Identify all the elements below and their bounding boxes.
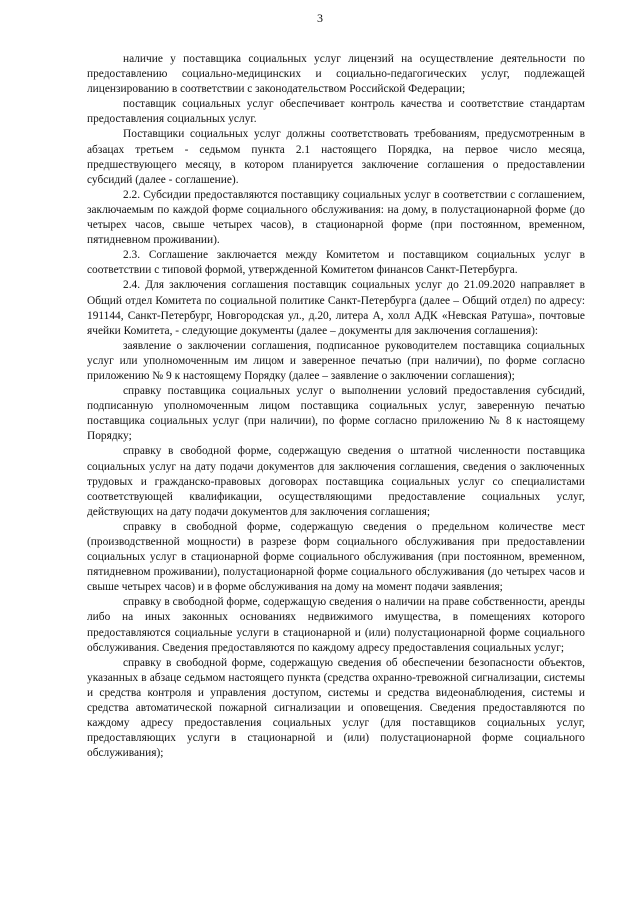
paragraph-application: заявление о заключении соглашения, подписанное руководителем поставщика социальных услуг или уполномоченным им лицом и заверенное печатью (при наличии), по форме согласно приложению № 9 к настоящему Порядку (далее – заявление о заключении соглашения); [87, 339, 585, 382]
paragraph-security-certificate: справку в свободной форме, содержащую сведения об обеспечении безопасности объектов, указанных в абзаце седьмом настоящего пункта (средства охранно-тревожной сигнализации, системы и средства контроля и управления доступом, системы и средства видеонаблюдения, системы и средства автоматической пожарной сигнализации и оповещения. Сведения предоставляются по каждому адресу предоставления социальных услуг (для поставщиков социальных услуг, предоставляющих услуги в стационарной и (или) полустационарной форме социального обслуживания); [87, 656, 585, 760]
paragraph-property-certificate: справку в свободной форме, содержащую сведения о наличии на праве собственности, аренды либо на иных законных основаниях недвижимого имущества, в помещениях которого предоставляются социальные услуги в стационарной и (или) полустационарной форме социального обслуживания. Сведения предоставляются по каждому адресу предоставления социальных услуг; [87, 596, 585, 654]
paragraph-2-2: 2.2. Субсидии предоставляются поставщику социальных услуг в соответствии с соглашением, заключаемым по каждой форме социального обслуживания: на дому, в полустационарной форме (до четырех часов, свыше четырех часов), в стационарной форме (при постоянном, временном, пятидневном проживании). [87, 188, 585, 247]
paragraph-capacity-certificate: справку в свободной форме, содержащую сведения о предельном количестве мест (производственной мощности) в разрезе форм социального обслуживания при предоставлении социальных услуг в стационарной форме социального обслуживания (при постоянном, временном, пятидневном проживании), полустационарной форме социального обслуживания (до четырех часов и свыше четырех часов) и в форме обслуживания на дому на момент подачи заявления; [87, 520, 585, 594]
paragraph-2-3: 2.3. Соглашение заключается между Комитетом и поставщиком социальных услуг в соответствии с типовой формой, утвержденной Комитетом финансов Санкт-Петербурга. [87, 249, 585, 277]
document-body [87, 52, 585, 761]
page-number: 3 [317, 11, 323, 25]
paragraph-requirements: Поставщики социальных услуг должны соответствовать требованиям, предусмотренным в абзацах третьем - седьмом пункта 2.1 настоящего Порядка, на первое число месяца, предшествующего месяцу, в котором планируется заключение соглашения о предоставлении субсидий (далее - соглашение). [87, 128, 585, 186]
paragraph-2-4: 2.4. Для заключения соглашения поставщик социальных услуг до 21.09.2020 направляет в Общий отдел Комитета по социальной политике Санкт-Петербурга (далее – Общий отдел) по адресу: 191144, Санкт-Петербург, Новгородская ул., д.20, литера А, холл АДК «Невская Ратуша», почтовые ячейки Комитета, - следующие документы (далее – документы для заключения соглашения): [87, 279, 585, 337]
paragraph-conditions-certificate: справку поставщика социальных услуг о выполнении условий предоставления субсидий, подписанную уполномоченным лицом поставщика социальных услуг, заверенную печатью поставщика социальных услуг (при наличии), по форме согласно приложению № 8 к настоящему Порядку; [87, 385, 585, 443]
paragraph-staffing-certificate: справку в свободной форме, содержащую сведения о штатной численности поставщика социальных услуг на дату подачи документов для заключения соглашения, сведения о заключенных трудовых и гражданско-правовых договорах поставщика социальных услуг со специалистами соответствующей квалификации, осуществляющими предоставление социальных услуг, действующих на дату подачи документов для заключения соглашения; [87, 445, 585, 518]
paragraph-license: наличие у поставщика социальных услуг лицензий на осуществление деятельности по предоставлению социально-медицинских и социально-педагогических услуг, подлежащей лицензированию в соответствии с законодательством Российской Федерации; [87, 53, 585, 96]
paragraph-quality-control: поставщик социальных услуг обеспечивает контроль качества и соответствие стандартам предоставления социальных услуг. [87, 98, 585, 126]
